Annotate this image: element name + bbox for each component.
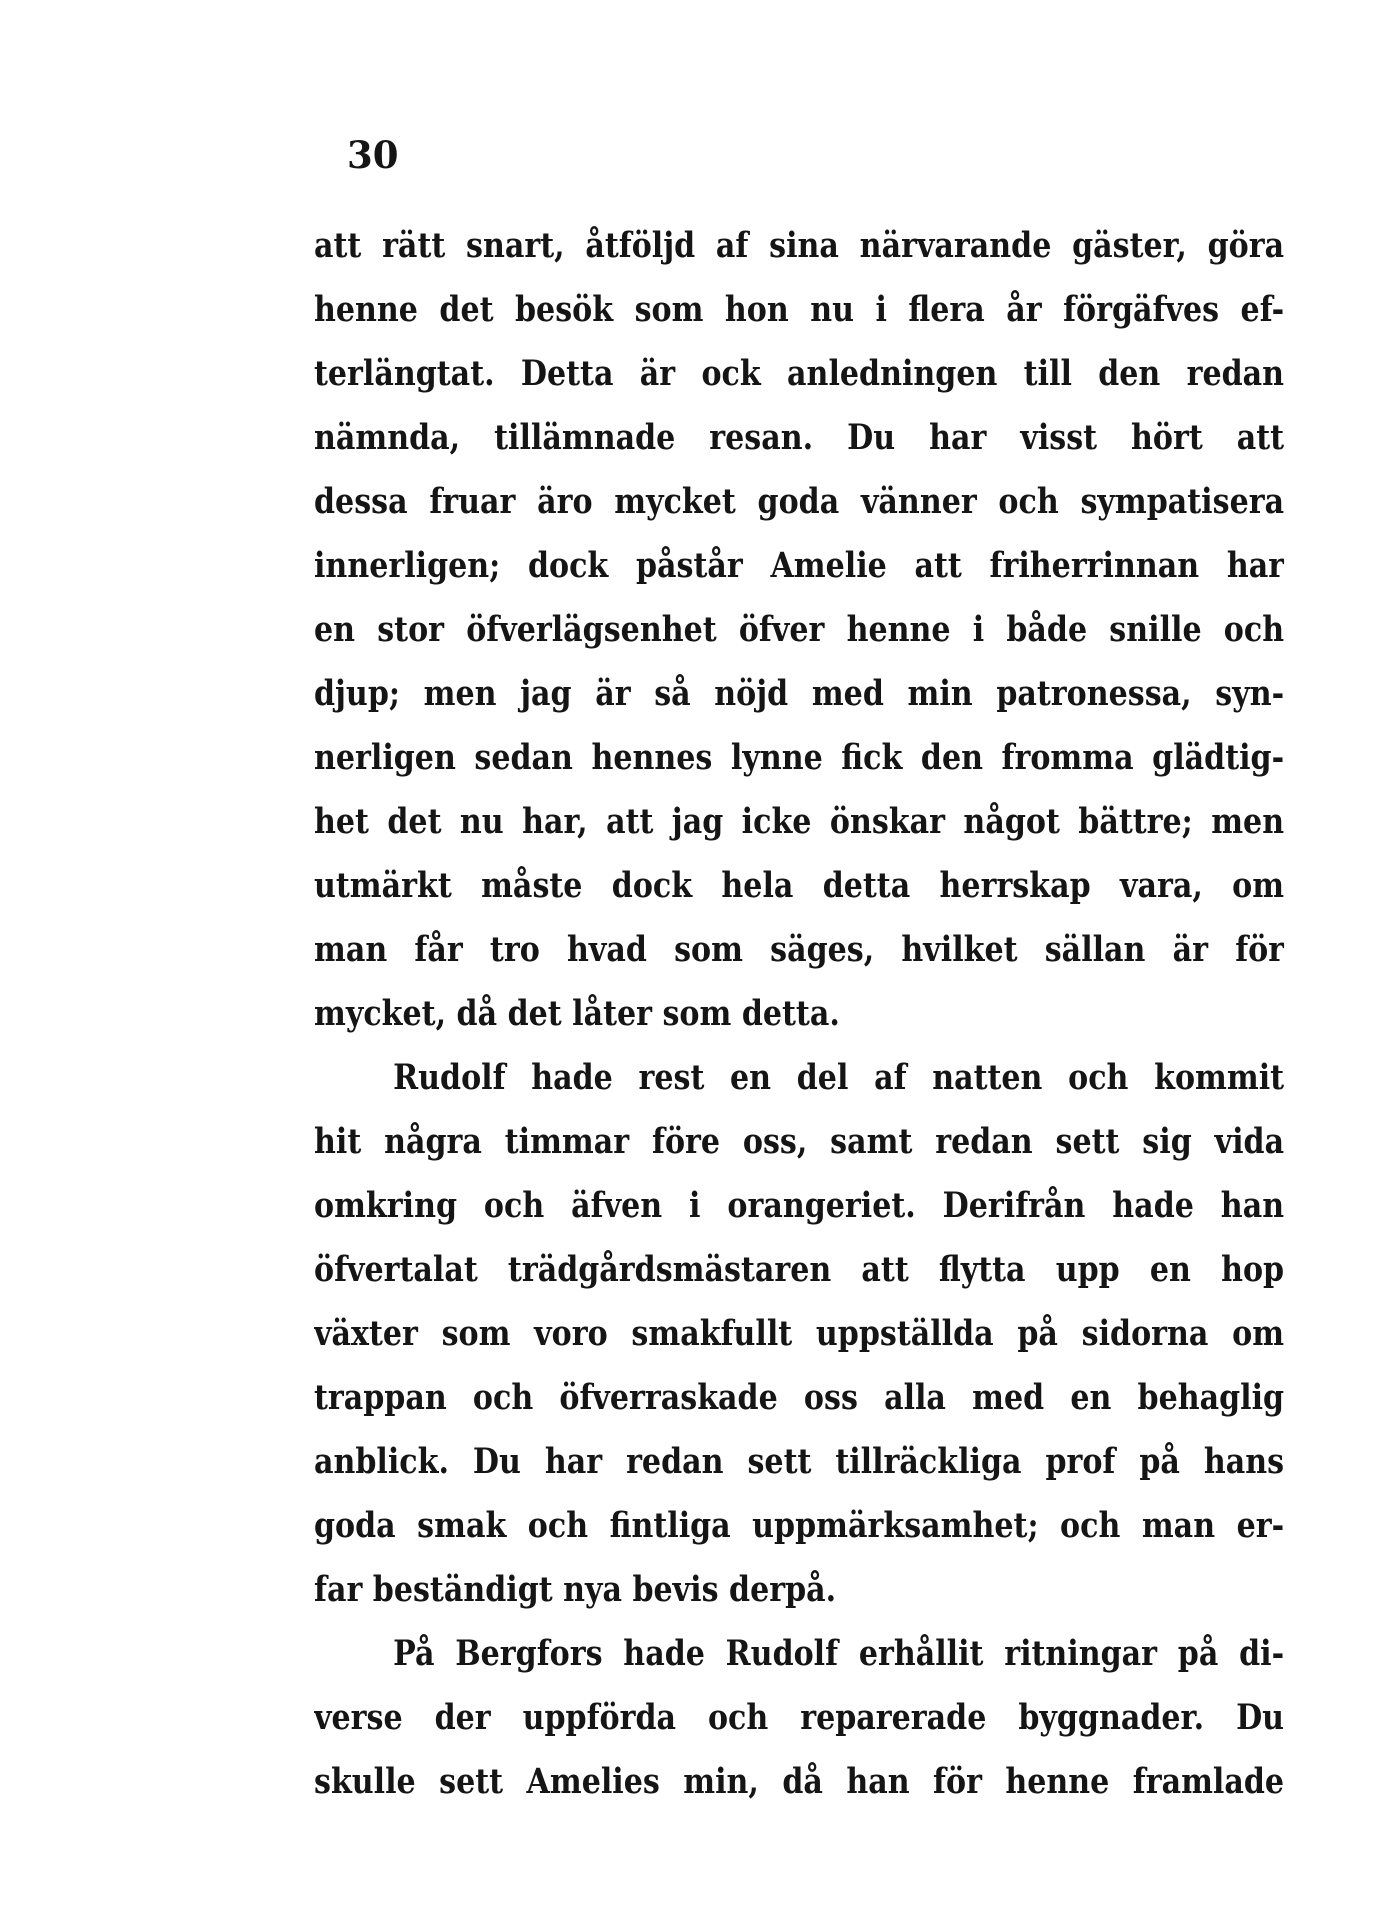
text-line: trappan och öfverraskade oss alla med en behaglig <box>314 1377 1285 1418</box>
text-line: anblick. Du har redan sett tillräckliga prof på hans <box>314 1441 1285 1482</box>
page-number: 30 <box>347 133 399 177</box>
text-line: goda smak och fintliga uppmärksamhet; och man er- <box>314 1505 1285 1546</box>
text-line: het det nu har, att jag icke önskar något bättre; men <box>314 801 1285 842</box>
text-line: Rudolf hade rest en del af natten och kommit <box>393 1057 1285 1098</box>
text-line: djup; men jag är så nöjd med min patronessa, syn- <box>314 673 1285 714</box>
text-line: nämnda, tillämnade resan. Du har visst hört att <box>314 417 1285 458</box>
text-line: nerligen sedan hennes lynne fick den fromma glädtig- <box>314 737 1285 778</box>
text-line: man får tro hvad som säges, hvilket sällan är för <box>314 929 1285 970</box>
body-text <box>314 214 1284 1814</box>
text-line: dessa fruar äro mycket goda vänner och sympatisera <box>314 481 1285 522</box>
text-line: terlängtat. Detta är ock anledningen till den redan <box>314 353 1285 394</box>
text-line: mycket, då det låter som detta. <box>314 993 840 1034</box>
text-line: att rätt snart, åtföljd af sina närvarande gäster, göra <box>314 225 1285 266</box>
text-line: henne det besök som hon nu i flera år förgäfves ef- <box>314 289 1285 330</box>
text-line: en stor öfverlägsenhet öfver henne i både snille och <box>314 609 1285 650</box>
text-line: På Bergfors hade Rudolf erhållit ritningar på di- <box>393 1633 1285 1674</box>
text-line: omkring och äfven i orangeriet. Derifrån hade han <box>314 1185 1285 1226</box>
text-line: utmärkt måste dock hela detta herrskap vara, om <box>314 865 1285 906</box>
text-line: växter som voro smakfullt uppställda på sidorna om <box>314 1313 1285 1354</box>
text-line: hit några timmar före oss, samt redan sett sig vida <box>314 1121 1285 1162</box>
text-line: far beständigt nya bevis derpå. <box>314 1569 837 1610</box>
text-line: skulle sett Amelies min, då han för henne framlade <box>314 1761 1285 1802</box>
text-line: innerligen; dock påstår Amelie att friherrinnan har <box>314 545 1285 586</box>
text-line: öfvertalat trädgårdsmästaren att flytta upp en hop <box>314 1249 1285 1290</box>
text-line: verse der uppförda och reparerade byggnader. Du <box>314 1697 1285 1738</box>
